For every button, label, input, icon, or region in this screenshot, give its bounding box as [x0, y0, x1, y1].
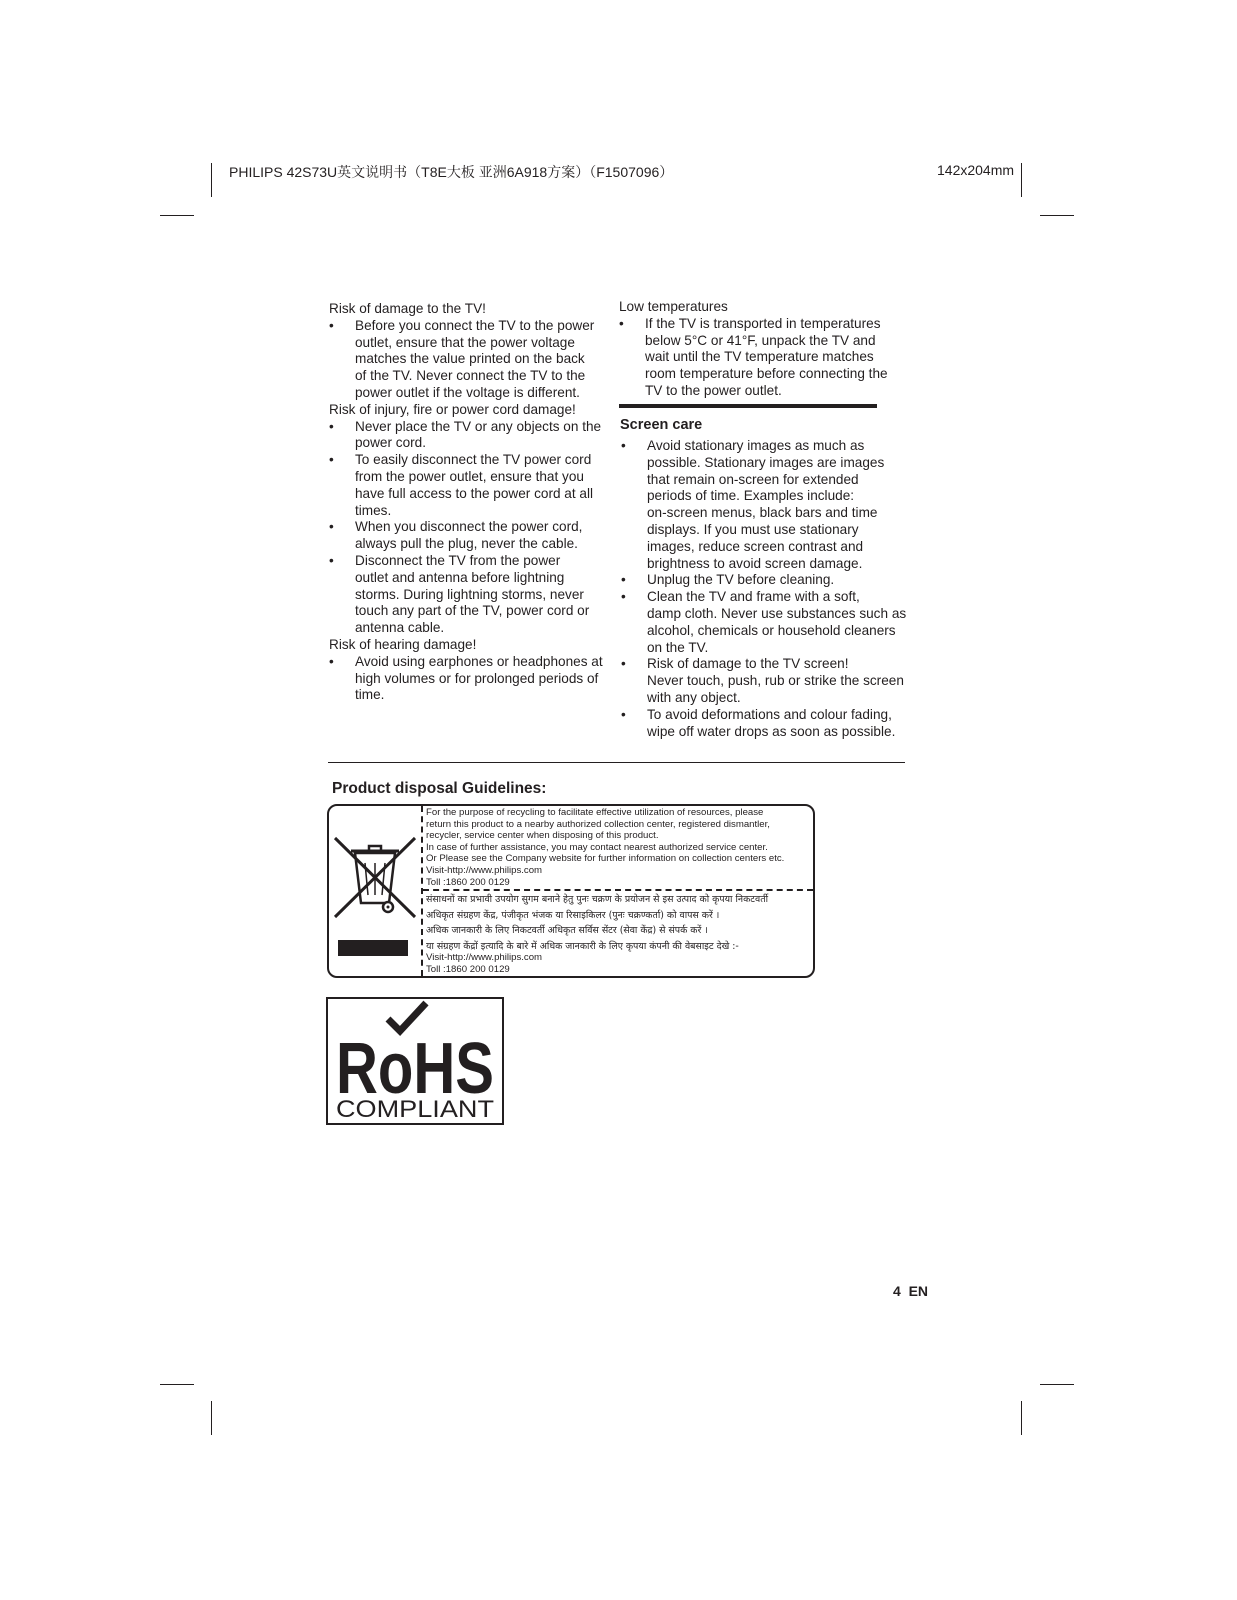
print-header-title: PHILIPS 42S73U英文说明书（T8E大板 亚洲6A918方案）（F1507096） [229, 164, 674, 180]
list-item [329, 452, 614, 519]
screen-care-title: Screen care [620, 417, 703, 433]
list-item-text: To avoid deformations and colour fading, wipe off water drops as soon as possible. [647, 706, 896, 739]
bullet-icon: • [329, 418, 334, 434]
disposal-english-text: For the purpose of recycling to facilitate effective utilization of resources, please return this product to a nearby authorized collection center, registered dismantler, recycler, service center when disposing of this product. In case of further assistance, you may contact nearest authorized service center. Or Please see the Company website for further information on collection centers etc. Visit-http://www.philips.com Toll :1860 200 0129 [426, 807, 785, 888]
list-item [621, 707, 921, 741]
safety-left-column [329, 301, 614, 704]
crop-mark [160, 1384, 194, 1385]
list-item [329, 519, 614, 553]
list-item-text: When you disconnect the power cord, always pull the plug, never the cable. [355, 519, 583, 552]
disposal-hindi-text: संसाधनों का प्रभावी उपयोग सुगम बनाने हेतु पुनः चक्रण के प्रयोजन से इस उत्पाद को कृपया निकटवर्ती अधिकृत संग्रहण केंद्र, पंजीकृत भंजक या रिसाइकिलर (पुनः चक्रण्कर्ता) को वापस करें । अधिक जानकारी के लिए निकटवर्ती अधिकृत सर्विस सेंटर (सेवा केंद्र) से संपर्क करें । या संग्रहण केंद्रों इत्यादि के बारे में अधिक जानकारी के लिए कृपया कंपनी की वेबसाइट देखे :- [426, 894, 769, 952]
list-item-text: To easily disconnect the TV power cord from the power outlet, ensure that you have full access to the power cord at all times. [355, 452, 594, 518]
disposal-hindi-contact: Visit-http://www.philips.com Toll :1860 200 0129 [426, 952, 543, 975]
list-item [621, 572, 921, 589]
crossed-out-wheelie-bin-icon [331, 835, 419, 919]
list-item [621, 438, 921, 572]
safety-right-column [619, 299, 919, 400]
bullet-icon: • [329, 452, 334, 468]
crop-mark [1021, 163, 1022, 197]
list-item-text: If the TV is transported in temperatures below 5°C or 41°F, unpack the TV and wait until the TV temperature matches room temperature before connecting the TV to the power outlet. [645, 315, 888, 398]
list-item-text: Never place the TV or any objects on the power cord. [355, 418, 602, 451]
list-item-text: Before you connect the TV to the power outlet, ensure that the power voltage matches the value printed on the back of the TV. Never connect the TV to the power outlet if the voltage is different. [355, 317, 595, 400]
subheading: Low temperatures [619, 299, 728, 314]
rohs-logo-text: RoHS [336, 1029, 494, 1109]
crop-mark [1040, 1384, 1074, 1385]
list-item [621, 589, 921, 656]
crop-mark [160, 215, 194, 216]
list-item [621, 656, 921, 706]
list-item [329, 419, 614, 453]
rohs-compliant-label: COMPLIANT [336, 1096, 495, 1123]
subheading: Risk of damage to the TV! [329, 301, 486, 316]
subheading: Risk of injury, fire or power cord damage! [329, 401, 576, 417]
section-divider [328, 762, 905, 763]
list-item [329, 553, 614, 637]
list-item-text: Risk of damage to the TV screen! Never touch, push, rub or strike the screen with any object. [647, 656, 904, 705]
list-item-text: Avoid using earphones or headphones at high volumes or for prolonged periods of time. [355, 653, 603, 703]
checkmark-icon [388, 1003, 426, 1031]
bullet-icon: • [621, 572, 626, 588]
disposal-title: Product disposal Guidelines: [332, 780, 547, 797]
list-item-text: Avoid stationary images as much as possible. Stationary images are images that remain on-screen for extended periods of time. Examples include: on-screen menus, black bars and time displays. If you must use stationary images, reduce screen contrast and brightness to avoid screen damage. [647, 438, 885, 571]
list-item [329, 318, 614, 402]
section-divider-thick [619, 404, 877, 408]
rohs-compliant-logo [328, 999, 502, 1123]
bullet-icon: • [619, 315, 624, 331]
bullet-icon: • [329, 519, 334, 535]
disposal-black-bar [338, 940, 408, 956]
list-item-text: Unplug the TV before cleaning. [647, 572, 835, 588]
print-header-size: 142x204mm [937, 162, 1015, 178]
bullet-icon: • [329, 317, 334, 333]
disposal-dashed-divider [423, 889, 813, 891]
bullet-icon: • [621, 438, 626, 453]
screen-care-list [621, 438, 921, 740]
crop-mark [1021, 1401, 1022, 1435]
crop-mark [1040, 215, 1074, 216]
disposal-dashed-divider [421, 806, 423, 976]
list-item-text: Clean the TV and frame with a soft, damp cloth. Never use substances such as alcohol, chemicals or household cleaners on the TV. [647, 589, 907, 655]
list-item-text: Disconnect the TV from the power outlet and antenna before lightning storms. During lightning storms, never touch any part of the TV, power cord or antenna cable. [355, 552, 590, 636]
list-item [619, 316, 919, 400]
bullet-icon: • [621, 706, 626, 722]
bullet-icon: • [621, 589, 626, 605]
bullet-icon: • [329, 552, 334, 568]
page-number: 4 EN [893, 1283, 929, 1299]
list-item [329, 654, 614, 704]
crop-mark [211, 1401, 212, 1435]
bullet-icon: • [329, 653, 334, 669]
bullet-icon: • [621, 656, 626, 672]
subheading: Risk of hearing damage! [329, 636, 477, 652]
crop-mark [211, 163, 212, 197]
